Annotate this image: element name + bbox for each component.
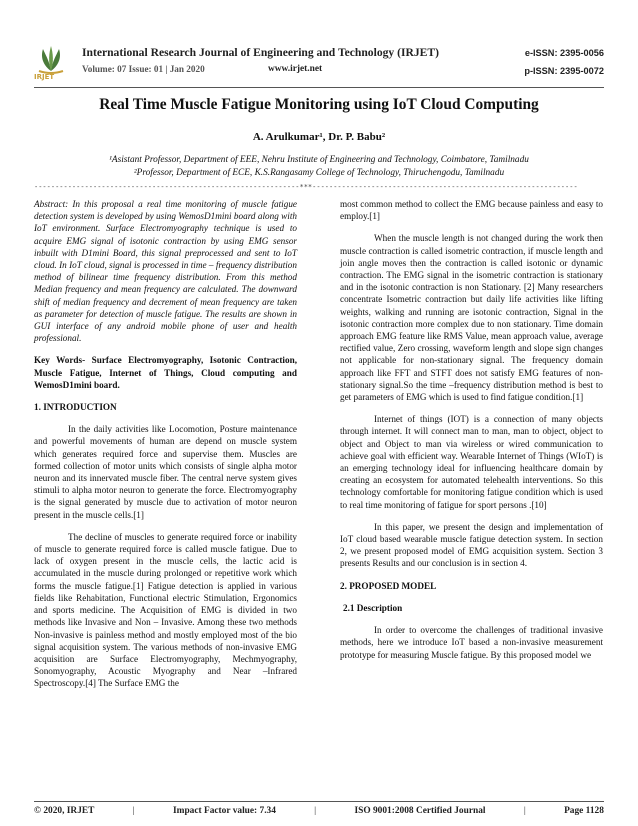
footer-copyright: © 2020, IRJET <box>34 806 95 816</box>
journal-header <box>34 44 604 84</box>
volume-issue: Volume: 07 Issue: 01 | Jan 2020 <box>82 64 205 74</box>
journal-name: International Research Journal of Engineering and Technology (IRJET) <box>82 46 439 59</box>
intro-paragraph-6: In this paper, we present the design and implementation of IoT cloud based wearable muscle fatigue detection system. In section 2, we present proposed model of EMG acquisition system. Section 3 presents Results and our conclusion is in section 4. <box>340 521 603 569</box>
right-column <box>340 198 603 671</box>
intro-paragraph-5: Internet of things (IOT) is a connection of many objects through internet. It will connect man to man, man to object, object to object and Object to man via wireless or wired communication to achieve goal with efficient way. Wearable Internet of Things (WIoT) is an emerging technology ideal for influencing healthcare domain by creating an ecosystem for automated telehealth interventions. So this technology comfortable for monitoring fatigue condition which is used to real time monitoring of fatigue for sport persons .[10] <box>340 414 603 510</box>
footer-separator: | <box>132 806 135 816</box>
intro-paragraph-2: The decline of muscles to generate required force or inability of muscle to generate required force is called muscle fatigue. Due to lack of oxygen present in the muscle cells, the lactic acid is accumulated in the muscle during prolonged or repetitive work which forms the muscle fatigue.[1] Fatigue detection is applied in various fields like Rehabitation, Functional electric Stimulation, Ergonomics and sports medicine. The Acquisition of EMG is divided in two methods like Invasive and Non – Invasive. Among these two methods Non-invasive is painless method and mostly employed most of the bio signal acquisition system. The various methods of non-invasive EMG acquisition are Surface Electromyography, Mechmyography, Sonomyography, Acoustic Myography and Near –Infrared Spectroscopy.[4] The Surface EMG the <box>34 531 297 689</box>
footer-rule <box>34 801 604 802</box>
affiliation-2: ²Professor, Department of ECE, K.S.Rangasamy College of Technology, Thiruchengodu, Tamilnadu <box>133 168 505 178</box>
journal-website-link[interactable]: www.irjet.net <box>268 64 323 74</box>
footer-separator: | <box>314 806 317 816</box>
footer-separator: | <box>523 806 526 816</box>
section-2-heading: 2. PROPOSED MODEL <box>340 580 437 591</box>
abstract: Abstract: In this proposal a real time monitoring of muscle fatigue detection system is developed by using WemosD1mini board along with IoT environment. Surface Electromyography technique is used to acquire EMG signal of isotonic contraction by using EMG sensor inbuilt with D1mini Board, this signal preprocessed and sent to IoT cloud. In IoT cloud, signal is processed in time – frequency distribution method of bilinear time frequency distribution. From this method Median frequency and mean frequency are calculated. The downward shift of median frequency and decrement of mean frequency are taken as parameter for detection of muscle fatigue. The results are shown in GUI interface of any android mobile phone of user and health professional. <box>34 199 297 344</box>
footer-page-number: Page 1128 <box>564 806 604 816</box>
section-1-heading: 1. INTRODUCTION <box>34 402 117 413</box>
footer-impact-factor: Impact Factor value: 7.34 <box>172 806 276 816</box>
subsection-2-1-heading: 2.1 Description <box>343 602 403 613</box>
intro-paragraph-4: When the muscle length is not changed during the work then muscle contraction is called isometric contraction, if muscle length and join angle moves then the contraction is called isotonic or dynamic contraction. The EMG signal in the isometric contraction is stationary and in the isotonic contraction is non Stationary. [2] Many researchers concentrate Isometric contraction but daily life activities like lifting weights, walking and running are isotonic contraction, Signal in the isotonic contraction more complex due to non stationary. Time domain approach EMG feature like RMS Value, mean approach value, average rectified value, Zero crossing, waveform length and slope sign changes not applicable for non-stationary signal. The frequency domain approach like FFT and STFT does not satisfy EMG features of non-stationary signal.So the time –frequency distribution method is best to get parameters of EMG which is used to find fatigue condition.[1] <box>340 233 603 403</box>
intro-paragraph-1: In the daily activities like Locomotion, Posture maintenance and powerful movements of human are depend on muscle system which generates required force and supervise them. Muscles are formed collection of motor units which consists of single alpha motor neuron and its innervated muscle fiber. The central nerve system gives stimuli to alpha motor neuron to generate the force. Electromyography is the signal generated by muscle due to activation of motor neuron present in the muscle cells.[1] <box>34 424 297 520</box>
section-separator: ---------------------------------------------------------------***--------------------------------------------------------------- <box>34 183 578 191</box>
footer-iso: ISO 9001:2008 Certified Journal <box>354 806 486 816</box>
eissn: e-ISSN: 2395-0056 <box>524 48 604 58</box>
left-column <box>34 198 297 700</box>
affiliation-1: ¹Asistant Professor, Department of EEE, Nehru Institute of Engineering and Technology, Coimbatore, Tamilnadu <box>109 155 529 165</box>
header-rule <box>34 87 604 88</box>
keywords: Key Words- Surface Electromyography, Isotonic Contraction, Muscle Fatigue, Internet of Things, Cloud computing and WemosD1mini board. <box>34 355 297 390</box>
paper-authors: A. Arulkumar¹, Dr. P. Babu² <box>252 131 386 143</box>
pissn: p-ISSN: 2395-0072 <box>524 66 604 76</box>
paper-title: Real Time Muscle Fatigue Monitoring using IoT Cloud Computing <box>99 96 539 113</box>
intro-paragraph-3: most common method to collect the EMG because painless and easy to employ.[1] <box>340 199 603 222</box>
page-footer <box>34 806 604 816</box>
logo-text: IRJET <box>34 73 55 81</box>
description-paragraph: In order to overcome the challenges of traditional invasive methods, here we introduce IoT based a non-invasive measurement prototype for measuring Muscle fatigue. By this proposed model we <box>340 625 603 660</box>
